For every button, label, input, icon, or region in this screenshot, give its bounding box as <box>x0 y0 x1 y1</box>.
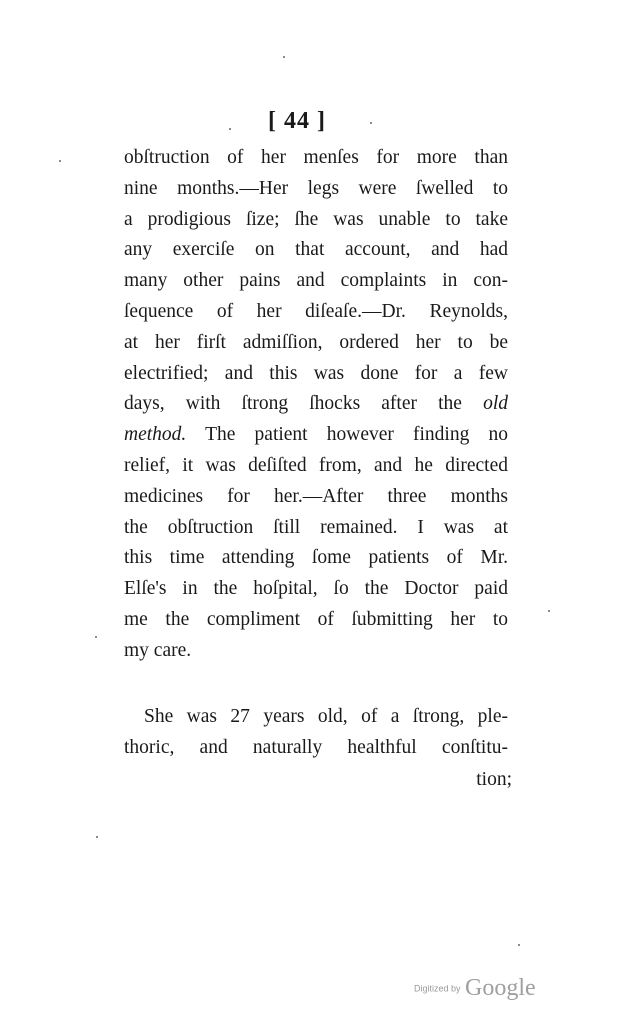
print-speck <box>370 122 372 124</box>
google-logo: Google <box>464 975 536 1001</box>
text-line <box>124 420 508 451</box>
paragraph-1 <box>124 143 508 667</box>
text-line-end: The patient however finding no <box>186 424 508 446</box>
print-speck <box>518 944 520 946</box>
print-speck <box>96 836 98 838</box>
watermark-prefix: Digitized by <box>414 983 461 994</box>
text-line: any exerciſe on that account, and had <box>124 239 508 261</box>
italic-word: old <box>483 393 508 415</box>
print-speck <box>229 128 231 130</box>
text-line: my care. <box>124 639 192 661</box>
digitized-by-google-watermark <box>414 975 536 1002</box>
print-speck <box>59 160 61 162</box>
text-line-start: days, with ſtrong ſhocks after the <box>124 393 462 415</box>
text-line: Elſe's in the hoſpital, ſo the Doctor paid <box>124 578 508 600</box>
paragraph-2 <box>124 702 508 764</box>
text-line: obſtruction of her menſes for more than <box>124 147 508 168</box>
italic-word: method. <box>124 424 187 446</box>
text-line: She was 27 years old, of a ſtrong, ple- <box>144 706 508 727</box>
text-line: many other pains and complaints in con- <box>124 270 508 292</box>
text-line <box>124 389 508 420</box>
text-line: this time attending ſome patients of Mr. <box>124 547 508 569</box>
text-line: at her firſt admiſſion, ordered her to be <box>124 331 508 353</box>
text-line: thoric, and naturally healthful conſtitu- <box>124 736 508 758</box>
text-line: the obſtruction ſtill remained. I was at <box>124 516 508 538</box>
text-line: relief, it was deſiſted from, and he directed <box>124 454 508 476</box>
print-speck <box>95 636 97 638</box>
text-line: electrified; and this was done for a few <box>124 362 508 384</box>
text-line: nine months.—Her legs were ſwelled to <box>124 177 508 199</box>
catchword: tion; <box>476 769 512 790</box>
text-line: me the compliment of ſubmitting her to <box>124 608 508 630</box>
text-line: a prodigious ſize; ſhe was unable to take <box>124 208 508 230</box>
page-number: [ 44 ] <box>268 108 326 134</box>
print-speck <box>548 610 550 612</box>
text-line: ſequence of her diſeaſe.—Dr. Reynolds, <box>124 300 508 322</box>
text-line: medicines for her.—After three months <box>124 485 508 507</box>
print-speck <box>283 56 285 58</box>
